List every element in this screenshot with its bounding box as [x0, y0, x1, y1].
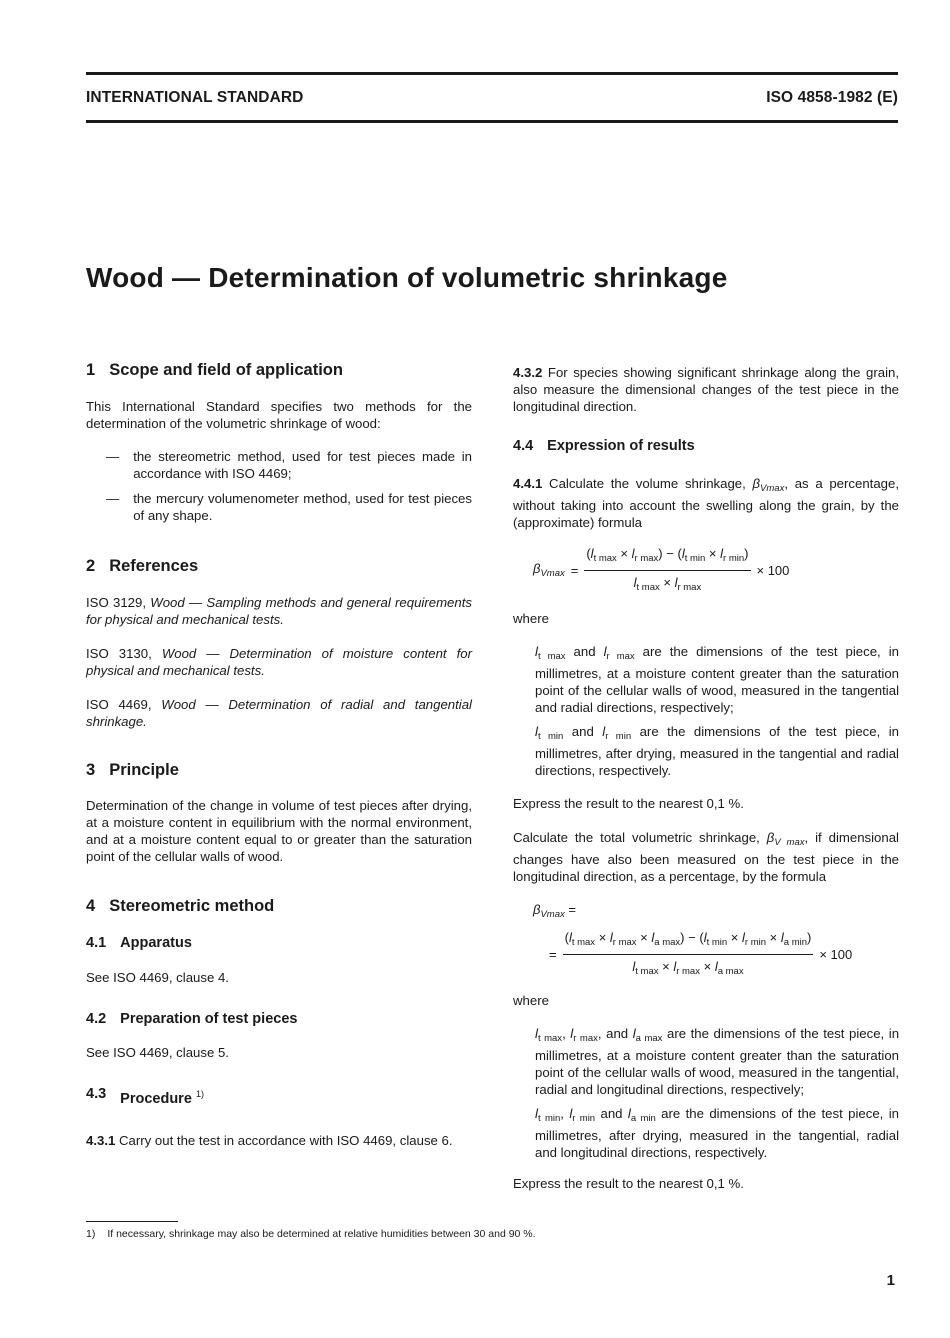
formula-fraction: $\frac{(l_{t max} \times l_{r max}) - (l_{t min} \times l_{r min})}{l_{t max} \times l_{r max}}$: [586, 546, 749, 593]
section-title: Principle: [109, 761, 179, 779]
section-title: References: [109, 557, 199, 575]
list-item-text: the stereometric method, used for test pieces made in accordance with ISO 4469;: [133, 449, 472, 481]
formula-total-shrinkage: = $\frac{(l_{t max} \times l_{r max} \times l_{a max}) - (l_{t min} \times l_{r min} \times l_{a min})}{l_{t max} \times l_{r max} \times l_{a max}}$ × 100: [549, 929, 899, 980]
formula-total-lhs: $\beta_{Vmax}$ =: [533, 902, 576, 920]
apparatus-text: See ISO 4469, clause 4.: [86, 970, 229, 985]
clause-text: For species showing significant shrinkage along the grain, also measure the dimensional changes of the test piece in the longitudinal direction.: [513, 365, 899, 414]
subsection-number: 4.2: [86, 1011, 107, 1027]
footnote-mark: 1): [86, 1228, 96, 1240]
subsection-heading: [513, 437, 899, 455]
clause-number: 4.3.1: [86, 1132, 116, 1148]
reference-item: [86, 594, 472, 628]
subsection-title: Procedure $^{1)}$: [120, 1089, 204, 1107]
variable-definition: $l_{t min}$ and $l_{r min}$ are the dimensions of the test piece, in millimetres, after drying, measured in the tangential and radial directions, respectively.: [535, 724, 899, 778]
section-heading: [86, 760, 472, 780]
preparation-text: See ISO 4469, clause 5.: [86, 1045, 229, 1060]
where-label: where: [513, 611, 549, 626]
reference-title: Wood — Determination of moisture content for physical and mechanical tests.: [86, 646, 472, 678]
section-heading: [86, 360, 472, 380]
footnote: [86, 1228, 536, 1240]
clause-number: 4.3.2: [513, 365, 543, 380]
reference-item: [86, 645, 472, 679]
subsection-heading: [86, 1085, 472, 1108]
reference-code: ISO 4469,: [86, 697, 152, 712]
where-label: where: [513, 993, 549, 1008]
clause-4-4-1: 4.4.1 Calculate the volume shrinkage, $\beta_{Vmax}$, as a percentage, without taking into account the swelling along the grain, by the (approximate) formula: [513, 476, 900, 530]
section-heading: [86, 896, 472, 916]
left-column: [86, 360, 472, 1149]
reference-item: [86, 696, 472, 730]
right-column: [513, 360, 899, 1192]
dash-bullet: —: [106, 449, 120, 464]
express-result: Express the result to the nearest 0,1 %.: [513, 1176, 744, 1191]
formula-fraction: $\frac{(l_{t max} \times l_{r max} \times l_{a max}) - (l_{t min} \times l_{r min} \times l_{a min})}{l_{t max} \times l_{r max} \times l_{a max}}$: [564, 930, 812, 977]
subsection-title: Expression of results: [547, 438, 695, 454]
page-number: 1: [886, 1272, 895, 1289]
total-shrinkage-text: Calculate the total volumetric shrinkage, $\beta_{V max}$, if dimensional changes have also been measured on the test piece in the longitudinal direction, as a percentage, by the formula: [513, 830, 899, 884]
document-title: Wood — Determination of volumetric shrinkage: [86, 262, 728, 293]
subsection-number: 4.3: [86, 1086, 107, 1102]
formula-volume-shrinkage: $\beta_{Vmax}$ = $\frac{(l_{t max} \times l_{r max}) - (l_{t min} \times l_{r min})}{l_{t max} \times l_{r max}}$ × 100: [533, 545, 899, 596]
footnote-rule: [86, 1221, 178, 1222]
clause-4-3-1: [86, 1132, 472, 1149]
reference-title: Wood — Determination of radial and tangential shrinkage.: [86, 697, 472, 729]
clause-number: 4.4.1: [513, 476, 543, 491]
subsection-title: Apparatus: [120, 935, 192, 951]
list-item: [86, 448, 472, 482]
clause-text: Carry out the test in accordance with ISO 4469, clause 6.: [119, 1132, 453, 1148]
section-number: 1: [86, 361, 96, 379]
reference-code: ISO 3129,: [86, 595, 146, 610]
section-number: 4: [86, 897, 96, 915]
header-standard-label: INTERNATIONAL STANDARD: [86, 89, 304, 106]
subsection-heading: [86, 1010, 472, 1028]
list-item: [86, 490, 472, 524]
section-title: Scope and field of application: [109, 361, 343, 379]
variable-definition: $l_{t max}$, $l_{r max}$, and $l_{a max}$ are the dimensions of the test piece, in millimetres, at a moisture content greater than the saturation point of the cellular walls of wood, measured in the tangential, radial and longitudinal directions, respectively;: [535, 1026, 900, 1097]
header-top-rule: [86, 72, 898, 75]
principle-text: Determination of the change in volume of test pieces after drying, at a moisture content in equilibrium with the normal environment, and at a moisture content equal to or greater than the saturation point of the cellular walls of wood.: [86, 798, 472, 864]
section-title: Stereometric method: [109, 897, 275, 915]
header-document-number: ISO 4858-1982 (E): [766, 89, 898, 106]
variable-definition: $l_{t min}$, $l_{r min}$ and $l_{a min}$ are the dimensions of the test piece, in millimetres, after drying, measured in the tangential, radial and longitudinal directions, respectively.: [535, 1106, 899, 1160]
scope-intro: This International Standard specifies two methods for the determination of the volumetric shrinkage of wood:: [86, 399, 472, 431]
section-heading: [86, 556, 472, 576]
variable-definition: $l_{t max}$ and $l_{r max}$ are the dimensions of the test piece, in millimetres, at a moisture content greater than the saturation point of the cellular walls of wood, measured in the tangential and radial directions, respectively;: [535, 644, 900, 715]
list-item-text: the mercury volumenometer method, used for test pieces of any shape.: [133, 491, 472, 523]
subsection-number: 4.4: [513, 438, 534, 454]
section-number: 2: [86, 557, 96, 575]
footnote-reference: 1): [195, 1089, 204, 1099]
footnote-text: If necessary, shrinkage may also be determined at relative humidities between 30 and 90 %.: [107, 1228, 536, 1240]
express-result: Express the result to the nearest 0,1 %.: [513, 796, 744, 811]
dash-bullet: —: [106, 491, 120, 506]
subsection-number: 4.1: [86, 935, 107, 951]
section-number: 3: [86, 761, 96, 779]
header-bottom-rule: [86, 120, 898, 123]
subsection-heading: [86, 934, 472, 952]
reference-title: Wood — Sampling methods and general requirements for physical and mechanical tests.: [86, 595, 472, 627]
clause-4-3-2: [513, 364, 899, 415]
subsection-title: Preparation of test pieces: [120, 1011, 298, 1027]
reference-code: ISO 3130,: [86, 646, 152, 661]
